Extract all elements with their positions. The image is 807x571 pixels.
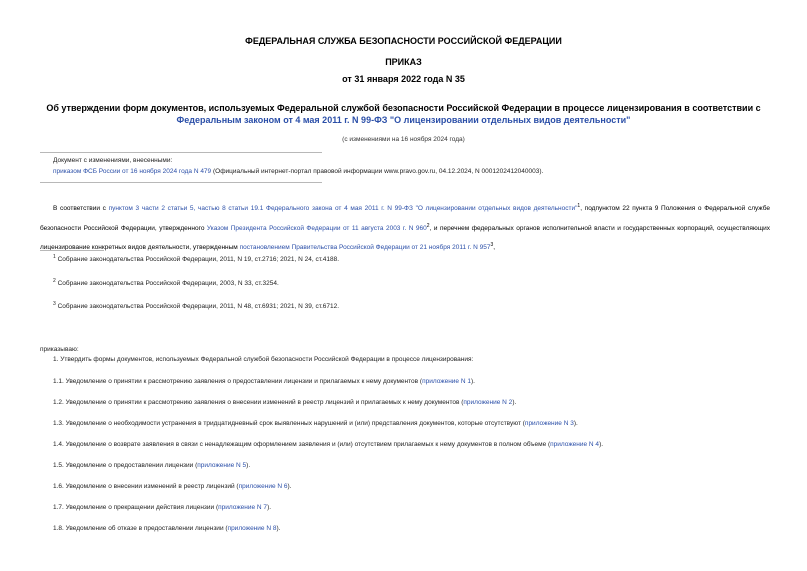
list-item: 1.6. Уведомление о внесении изменений в реестр лицензий (приложение N 6).: [53, 483, 292, 490]
list-item: 1.5. Уведомление о предоставлении лицензии (приложение N 5).: [53, 462, 251, 469]
footnote-text: Собрание законодательства Российской Федерации, 2011, N 19, ст.2716; 2021, N 24, ст.4188.: [57, 256, 340, 264]
footnote-ref-1[interactable]: 1: [577, 203, 581, 209]
changes-label: Документ с изменениями, внесенными:: [53, 157, 173, 164]
footnote-mark: 2: [53, 278, 56, 284]
preamble-paragraph: [40, 198, 770, 257]
list-item: 1.3. Уведомление о необходимости устранения в тридцатидневный срок выявленных нарушений и (или) представления документов, которые отсутствуют (приложение N 3).: [53, 420, 578, 427]
law-article-link[interactable]: пунктом 3 части 2 статьи 5, частью 8 статьи 19.1 Федерального закона от 4 мая 2011 г. N 99-ФЗ "О лицензировании отдельных видов деятельности": [108, 205, 578, 213]
edition-note: (с изменениями на 16 ноября 2024 года): [342, 136, 465, 143]
changes-source: (Официальный интернет-портал правовой информации www.pravo.gov.ru, 04.12.2024, N 0001202412040003).: [212, 168, 544, 175]
list-item: 1.7. Уведомление о прекращении действия лицензии (приложение N 7).: [53, 504, 272, 511]
document-title: [0, 102, 807, 126]
title-text: Об утверждении форм документов, используемых Федеральной службой безопасности Российской Федерации в процессе лицензирования в соответствии с: [46, 103, 761, 113]
appendix-link[interactable]: приложение N 1: [422, 378, 471, 385]
appendix-link[interactable]: приложение N 5: [197, 462, 247, 469]
document-type: ПРИКАЗ: [385, 57, 422, 67]
preamble-text-4: ,: [493, 244, 496, 252]
footnote-1: [53, 254, 339, 263]
footnote-ref-3[interactable]: 3: [490, 242, 494, 249]
footnote-ref-2[interactable]: 2: [426, 222, 430, 229]
footnote-text: Собрание законодательства Российской Федерации, 2003, N 33, ст.3254.: [57, 280, 279, 288]
list-item: 1.4. Уведомление о возврате заявления в связи с ненадлежащим оформлением заявления и (или) отсутствием прилагаемых к нему документов в полном объеме (приложение N 4).: [53, 441, 604, 448]
list-item: 1.8. Уведомление об отказе в предоставлении лицензии (приложение N 8).: [53, 525, 281, 532]
list-item: 1.2. Уведомление о принятии к рассмотрению заявления о внесении изменений в реестр лицензий и прилагаемых к нему документов (приложение N 2).: [53, 399, 517, 406]
government-resolution-link[interactable]: постановлением Правительства Российской Федерации от 21 ноября 2011 г. N 957: [239, 244, 491, 252]
divider-top: [40, 152, 322, 153]
order-word: приказываю:: [40, 346, 79, 353]
appendix-link[interactable]: приложение N 6: [238, 483, 288, 490]
appendix-link[interactable]: приложение N 7: [218, 504, 268, 511]
preamble-text-1: В соответствии с: [53, 205, 106, 213]
footnote-mark: 1: [53, 254, 56, 260]
list-item: 1. Утвердить формы документов, используемых Федеральной службой безопасности Российской Федерации в процессе лицензирования:: [53, 356, 474, 363]
footnote-mark: 3: [53, 301, 56, 307]
list-item: 1.1. Уведомление о принятии к рассмотрению заявления о предоставлении лицензии и прилагаемых к нему документов (приложение N 1).: [53, 378, 475, 385]
footnote-3: [53, 301, 339, 310]
amendment-order-link[interactable]: приказом ФСБ России от 16 ноября 2024 года N 479: [53, 168, 212, 175]
appendix-link[interactable]: приложение N 3: [524, 420, 574, 427]
appendix-link[interactable]: приложение N 2: [463, 399, 513, 406]
footnote-divider: [40, 250, 104, 251]
preamble-text-3: , и перечнем федеральных органов исполнительной власти и государственных корпораций, осуществляющих лицензирование конкретных видов деятельности, утвержденным: [40, 224, 770, 252]
footnote-2: [53, 278, 279, 287]
appendix-link[interactable]: приложение N 4: [550, 441, 600, 448]
changes-block: [53, 155, 543, 177]
federal-law-link[interactable]: Федеральным законом от 4 мая 2011 г. N 99-ФЗ "О лицензировании отдельных видов деятельности": [176, 115, 631, 125]
divider-bottom: [40, 182, 322, 183]
presidential-decree-link[interactable]: Указом Президента Российской Федерации от 11 августа 2003 г. N 960: [206, 224, 427, 232]
preamble-text-2: , подпунктом 22 пункта 9 Положения о Федеральной службе безопасности Российской Федерации, утвержденного: [40, 205, 770, 232]
appendix-link[interactable]: приложение N 8: [227, 525, 277, 532]
agency-title: ФЕДЕРАЛЬНАЯ СЛУЖБА БЕЗОПАСНОСТИ РОССИЙСКОЙ ФЕДЕРАЦИИ: [245, 36, 562, 46]
footnote-text: Собрание законодательства Российской Федерации, 2011, N 48, ст.6931; 2021, N 39, ст.6712.: [57, 303, 340, 311]
document-date-number: от 31 января 2022 года N 35: [342, 74, 465, 84]
